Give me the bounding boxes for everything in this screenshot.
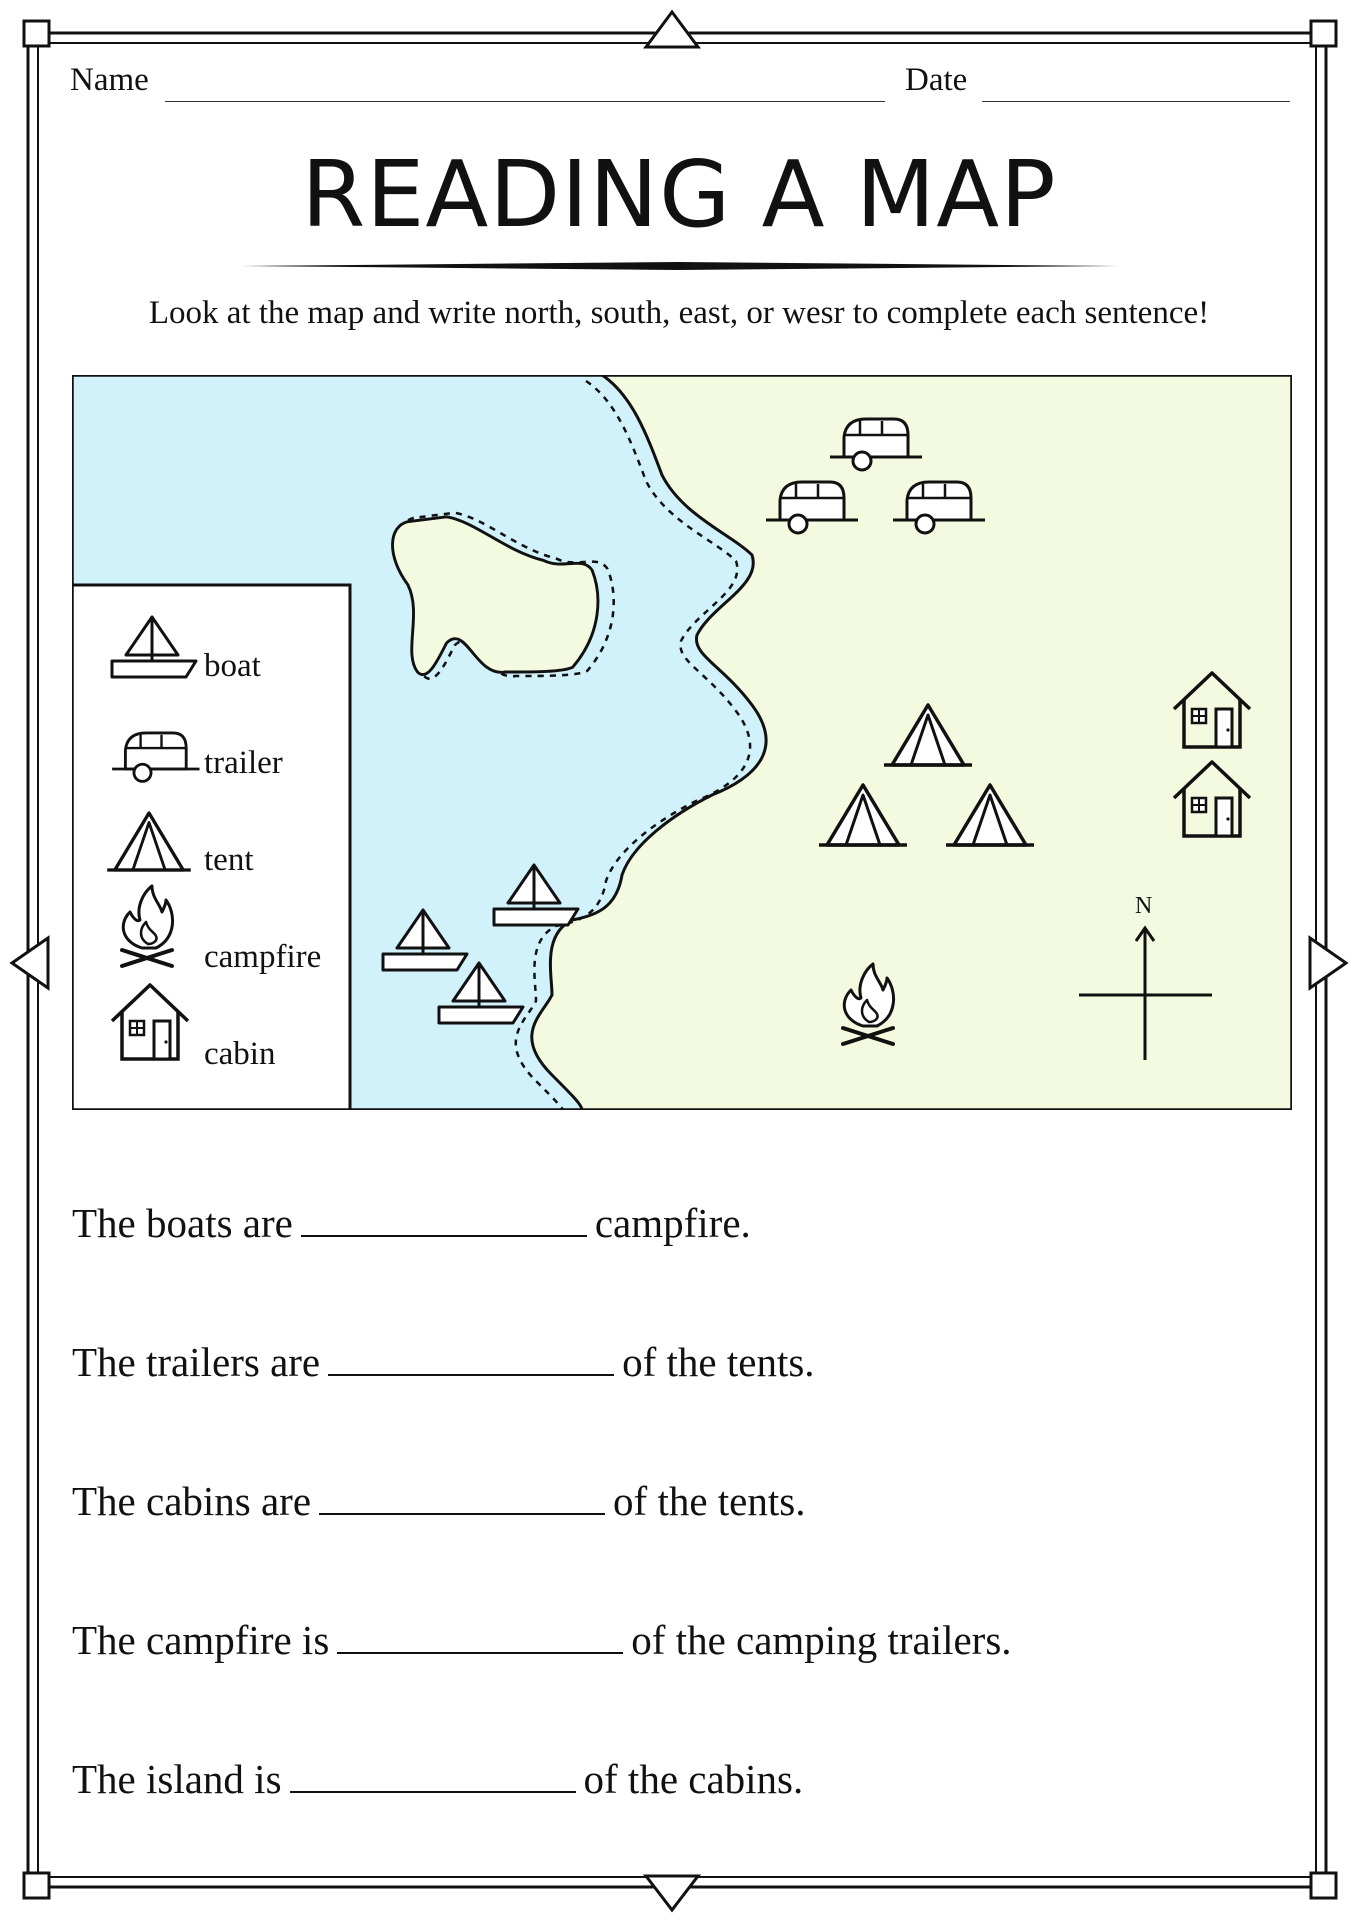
legend-label-campfire: campfire [204,939,322,975]
date-label: Date [905,62,968,98]
instructions: Look at the map and write north, south, east, or wesr to complete each sentence! [148,295,1210,331]
legend-label-cabin: cabin [204,1036,276,1072]
answer-blank[interactable] [301,1197,587,1237]
date-field[interactable] [982,101,1290,102]
answer-blank[interactable] [319,1475,605,1515]
question-text: The boats are [72,1200,293,1246]
question-2 [72,1336,815,1386]
question-text: The trailers are [72,1339,321,1385]
question-text: of the cabins. [583,1756,804,1802]
question-4 [72,1614,1012,1664]
map [72,375,1292,1110]
answer-blank[interactable] [290,1753,576,1793]
question-text: campfire. [594,1200,751,1246]
question-text: The cabins are [72,1478,312,1524]
page-title: READING A MAP [301,141,1057,248]
name-label: Name [70,62,149,98]
name-field[interactable] [165,101,885,102]
compass-north-label: N [1135,893,1153,919]
question-text: The island is [72,1756,282,1802]
answer-blank[interactable] [337,1614,623,1654]
question-text: of the tents. [622,1339,815,1385]
title-underline [240,262,1118,270]
legend-label-boat: boat [204,648,261,684]
question-3 [72,1475,805,1525]
question-5 [72,1753,803,1803]
question-text: The campfire is [72,1617,330,1663]
question-text: of the tents. [613,1478,806,1524]
question-text: of the camping trailers. [631,1617,1012,1663]
legend-label-trailer: trailer [204,745,283,781]
legend-label-tent: tent [204,842,254,878]
answer-blank[interactable] [328,1336,614,1376]
question-1 [72,1197,751,1247]
